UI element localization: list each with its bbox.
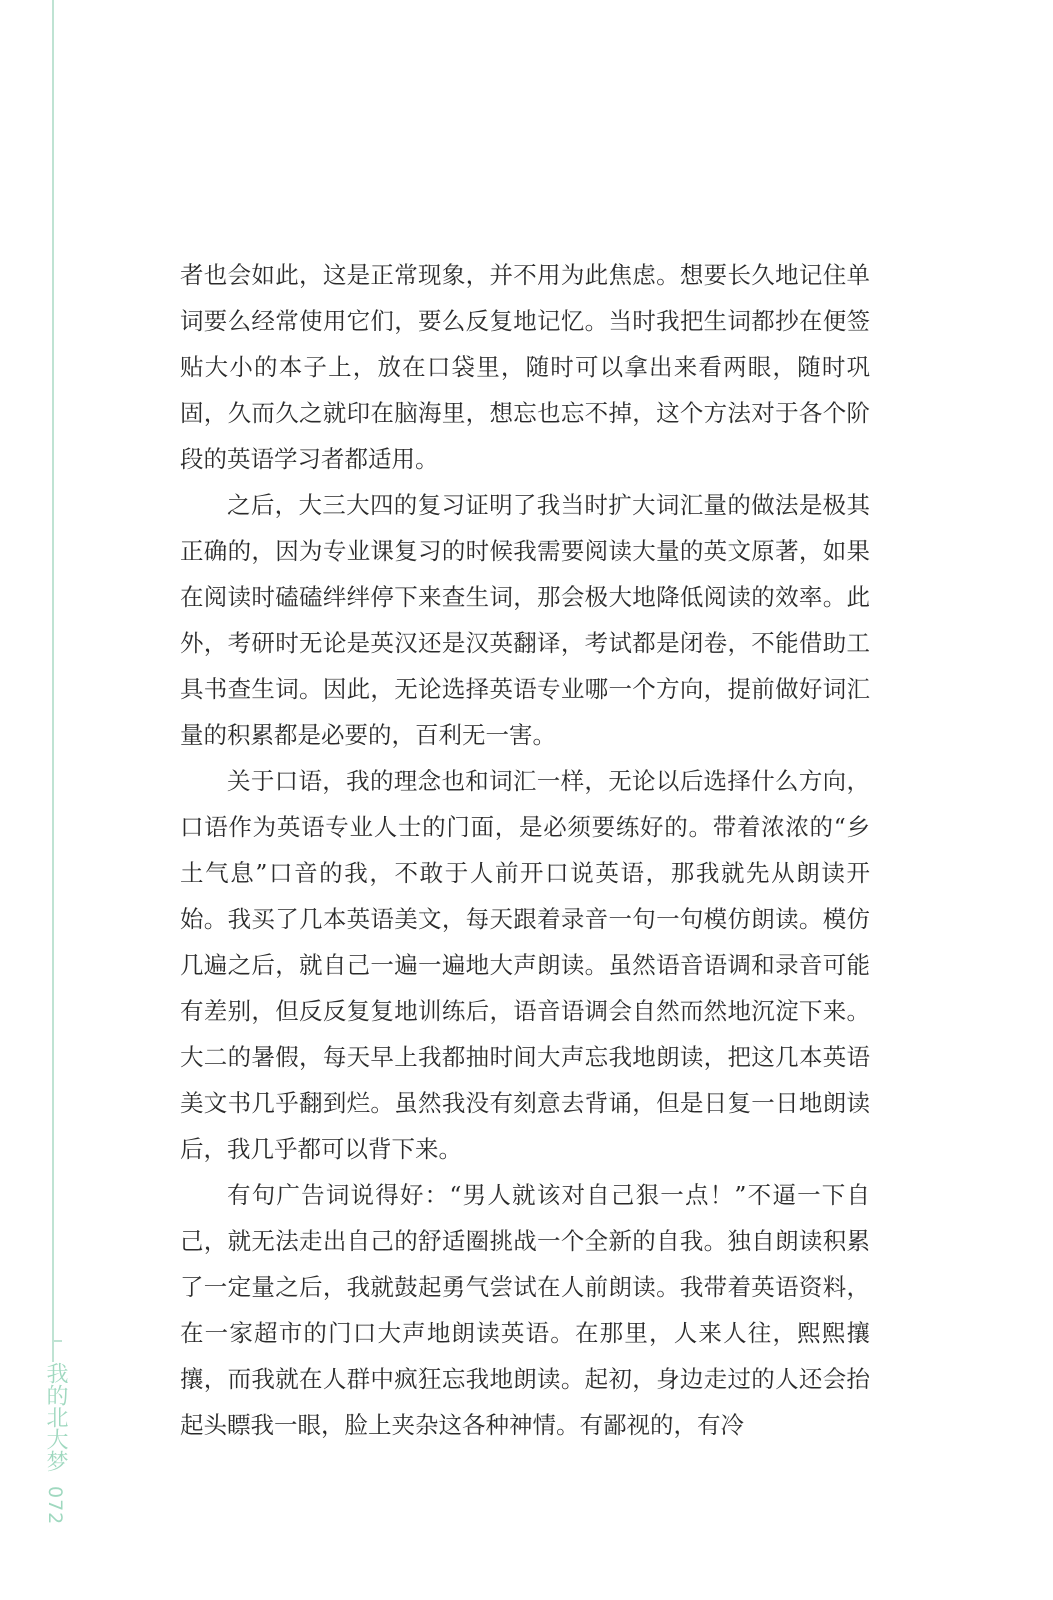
margin-rule xyxy=(52,0,54,1362)
body-text xyxy=(180,252,870,1448)
paragraph: 有句广告词说得好：“男人就该对自己狠一点！”不逼一下自己，就无法走出自己的舒适圈挑战一个全新的自我。独自朗读积累了一定量之后，我就鼓起勇气尝试在人前朗读。我带着英语资料，在一家超市的门口大声地朗读英语。在那里，人来人往，熙熙攘攘，而我就在人群中疯狂忘我地朗读。起初，身边走过的人还会抬起头瞟我一眼，脸上夹杂这各种神情。有鄙视的，有冷 xyxy=(180,1181,870,1439)
page-number: 072 xyxy=(44,1486,66,1526)
book-title: 我的北大梦 xyxy=(43,1362,68,1472)
paragraph: 之后，大三大四的复习证明了我当时扩大词汇量的做法是极其正确的，因为专业课复习的时候我需要阅读大量的英文原著，如果在阅读时磕磕绊绊停下来查生词，那会极大地降低阅读的效率。此外，考研时无论是英汉还是汉英翻译，考试都是闭卷，不能借助工具书查生词。因此，无论选择英语专业哪一个方向，提前做好词汇量的积累都是必要的，百利无一害。 xyxy=(180,491,870,749)
paragraph-continued: 者也会如此，这是正常现象，并不用为此焦虑。想要长久地记住单词要么经常使用它们，要么反复地记忆。当时我把生词都抄在便签贴大小的本子上，放在口袋里，随时可以拿出来看两眼，随时巩固，久而久之就印在脑海里，想忘也忘不掉，这个方法对于各个阶段的英语学习者都适用。 xyxy=(180,261,870,473)
running-footer xyxy=(43,1362,67,1525)
paragraph: 关于口语，我的理念也和词汇一样，无论以后选择什么方向，口语作为英语专业人士的门面，是必须要练好的。带着浓浓的“乡土气息”口音的我，不敢于人前开口说英语，那我就先从朗读开始。我买了几本英语美文，每天跟着录音一句一句模仿朗读。模仿几遍之后，就自己一遍一遍地大声朗读。虽然语音语调和录音可能有差别，但反反复复地训练后，语音语调会自然而然地沉淀下来。大二的暑假，每天早上我都抽时间大声忘我地朗读，把这几本英语美文书几乎翻到烂。虽然我没有刻意去背诵，但是日复一日地朗读后，我几乎都可以背下来。 xyxy=(180,767,870,1163)
margin-tick xyxy=(52,1340,62,1342)
